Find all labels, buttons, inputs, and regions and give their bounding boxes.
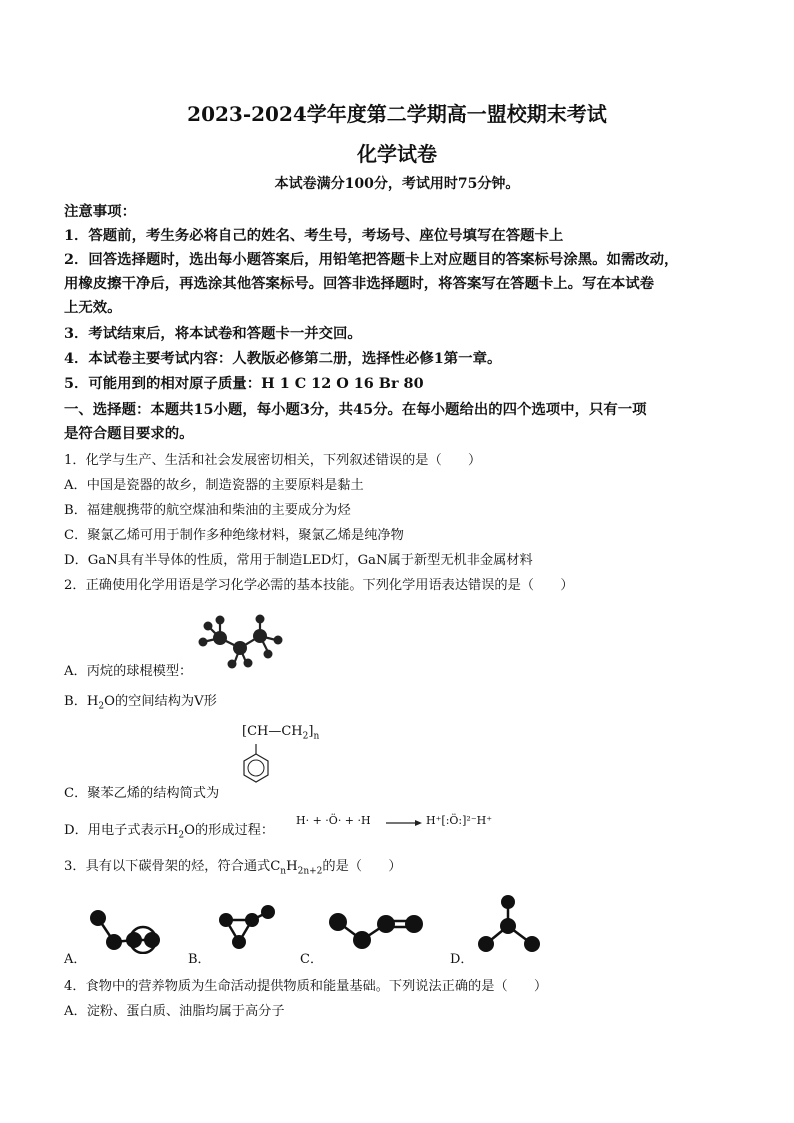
polystyrene-subscript: 2 [302, 731, 309, 742]
exam-title: 2023-2024学年度第二学期高一盟校期末考试 [187, 102, 607, 126]
benzene-ring-icon [236, 744, 272, 794]
question-1-option-d: D．GaN具有半导体的性质，常用于制造LED灯，GaN属于新型无机非金属材料 [64, 553, 533, 568]
notice-item: 1．答题前，考生务必将自己的姓名、考生号，考场号、座位号填写在答题卡上 [64, 227, 564, 244]
formula-o: O [184, 823, 195, 838]
option-b-label: B． [188, 952, 211, 967]
question-3-stem [64, 855, 402, 877]
notice-item: 2．回答选择题时，选出每小题答案后，用铅笔把答题卡上对应题目的答案标号涂黑。如需改动， [64, 251, 679, 268]
formula-h: H [86, 694, 99, 709]
notice-item: 用橡皮擦干净后，再选涂其他答案标号。回答非选择题时，将答案写在答题卡上。写在本试卷 [64, 275, 655, 292]
question-2-option-c: C．聚苯乙烯的结构简式为 [64, 786, 220, 801]
question-2-option-b [64, 690, 217, 712]
question-1-option-b: B．福建舰携带的航空煤油和柴油的主要成分为烃 [64, 503, 351, 518]
section-heading-cont: 是符合题目要求的。 [64, 425, 194, 442]
question-2-option-a: A．丙烷的球棍模型： [64, 664, 193, 679]
option-a-label: A． [64, 952, 87, 967]
formula-h: H [286, 859, 298, 874]
formula-o: O [104, 694, 115, 709]
formula-subscript: 2 [98, 701, 105, 712]
question-4-option-a: A．淀粉、蛋白质、油脂均属于高分子 [64, 1004, 285, 1019]
notice-item: 上无效。 [64, 299, 122, 316]
paper-subtitle: 化学试卷 [357, 142, 437, 166]
notice-item: 5．可能用到的相对原子质量：H 1 C 12 O 16 Br 80 [64, 375, 424, 392]
option-b-prefix: B． [64, 694, 87, 709]
carbon-skeleton-d [474, 892, 544, 956]
formula-c: C [270, 859, 281, 874]
electron-formula-reactants: H· + ·Ö· + ·H [296, 814, 371, 827]
polymer-n: n [313, 731, 320, 742]
polystyrene-formula [242, 724, 319, 742]
option-d-prefix: D．用电子式表示 [64, 823, 167, 838]
stem-prefix: 3．具有以下碳骨架的烃，符合通式 [64, 859, 271, 874]
reaction-arrow-icon [386, 818, 422, 828]
option-d-text: 的形成过程： [194, 823, 275, 838]
carbon-skeleton-a [88, 906, 168, 954]
bracket-left: [ [242, 724, 248, 739]
question-4-stem: 4．食物中的营养物质为生命活动提供物质和能量基础。下列说法正确的是（ ） [64, 979, 548, 994]
section-heading: 一、选择题：本题共15小题，每小题3分，共45分。在每小题给出的四个选项中，只有一项 [64, 401, 647, 418]
stem-suffix: 的是（ ） [322, 859, 402, 874]
bracket-right: ] [308, 724, 314, 739]
carbon-skeleton-c [326, 906, 436, 952]
exam-info: 本试卷满分100分，考试用时75分钟。 [274, 176, 520, 192]
propane-ball-stick-model [196, 608, 296, 670]
notice-heading: 注意事项： [64, 203, 136, 220]
option-d-label: D． [450, 952, 474, 967]
question-2-option-d [64, 819, 274, 841]
formula-n: n [280, 866, 287, 877]
question-1-option-c: C．聚氯乙烯可用于制作多种绝缘材料，聚氯乙烯是纯净物 [64, 528, 404, 543]
electron-formula-product: H⁺[:Ö:]²⁻H⁺ [426, 814, 493, 827]
question-1-stem: 1．化学与生产、生活和社会发展密切相关，下列叙述错误的是（ ） [64, 453, 482, 468]
option-b-text: 的空间结构为V形 [114, 694, 217, 709]
formula-h: H [166, 823, 179, 838]
carbon-skeleton-b [214, 902, 280, 952]
question-1-option-a: A．中国是瓷器的故乡，制造瓷器的主要原料是黏土 [64, 478, 364, 493]
question-2-stem: 2．正确使用化学用语是学习化学必需的基本技能。下列化学用语表达错误的是（ ） [64, 578, 574, 593]
notice-item: 4．本试卷主要考试内容：人教版必修第二册，选择性必修1第一章。 [64, 350, 502, 367]
notice-item: 3．考试结束后，将本试卷和答题卡一并交回。 [64, 325, 362, 342]
polystyrene-repeat-unit: CH—CH [247, 724, 303, 739]
formula-subscript: 2 [178, 830, 185, 841]
formula-2n2: 2n+2 [297, 866, 323, 877]
option-c-label: C． [300, 952, 323, 967]
